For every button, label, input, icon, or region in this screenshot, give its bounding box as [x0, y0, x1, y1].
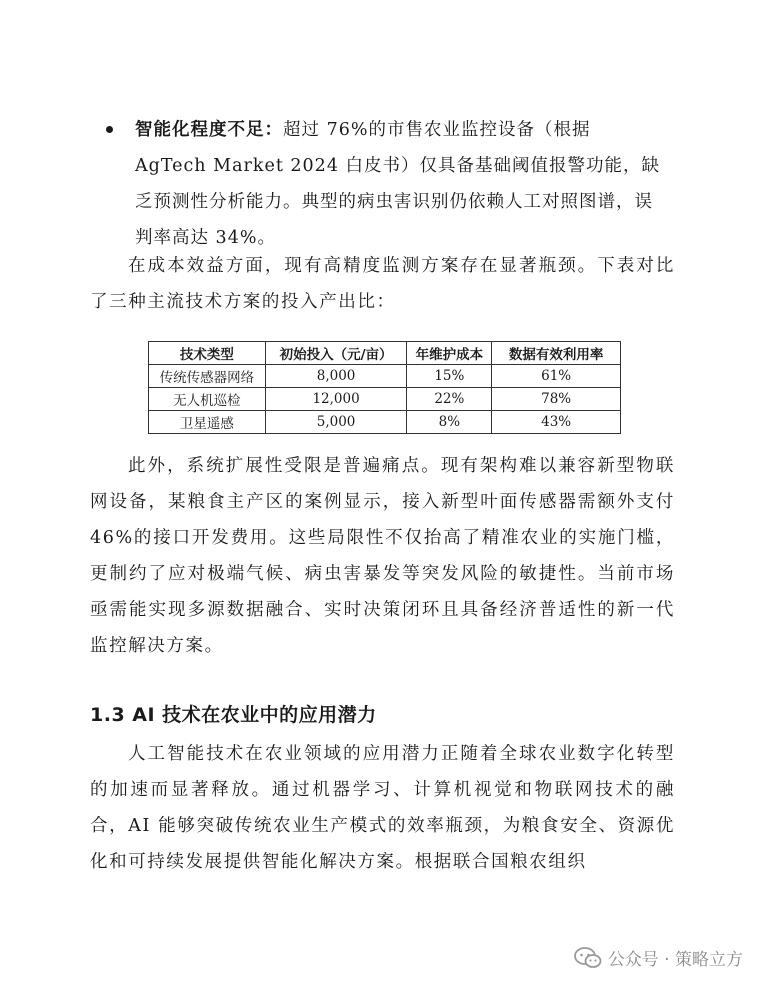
paragraph-cost-benefit: 在成本效益方面，现有高精度监测方案存在显著瓶颈。下表对比了三种主流技术方案的投入产出比： — [90, 256, 675, 312]
comparison-table — [148, 341, 621, 434]
table-row — [149, 388, 621, 411]
table-cell: 传统传感器网络 — [149, 365, 266, 388]
bullet-body: 超过 76%的市售农业监控设备（根据 AgTech Market 2024 白皮书）仅具备基础阈值报警功能，缺乏预测性分析能力。典型的病虫害识别仍依赖人工对照图谱，误判率高达 34%。 — [135, 120, 661, 248]
wechat-icon — [574, 947, 602, 969]
bullet-lead: 智能化程度不足： — [135, 120, 283, 140]
table-cell: 43% — [492, 411, 621, 434]
table-cell: 12,000 — [265, 388, 407, 411]
paragraph-scalability: 此外，系统扩展性受限是普遍痛点。现有架构难以兼容新型物联网设备，某粮食主产区的案例显示，接入新型叶面传感器需额外支付 46%的接口开发费用。这些局限性不仅抬高了精准农业的实施门槛，更制约了应对极端气候、病虫害暴发等突发风险的敏捷性。当前市场亟需能实现多源数据融合、实时决策闭环且具备经济普适性的新一代监控解决方案。 — [90, 456, 675, 656]
table-cell: 无人机巡检 — [149, 388, 266, 411]
table-header-cell: 技术类型 — [149, 342, 266, 365]
table-cell: 卫星遥感 — [149, 411, 266, 434]
paragraph-ai-potential: 人工智能技术在农业领域的应用潜力正随着全球农业数字化转型的加速而显著释放。通过机器学习、计算机视觉和物联网技术的融合，AI 能够突破传统农业生产模式的效率瓶颈，为粮食安全、资源优化和可持续发展提供智能化解决方案。根据联合国粮农组织 — [90, 744, 675, 872]
watermark — [574, 945, 743, 970]
table-header-cell: 初始投入（元/亩） — [265, 342, 407, 365]
bullet-dot-icon — [106, 126, 113, 133]
table-cell: 8,000 — [265, 365, 407, 388]
table-cell: 78% — [492, 388, 621, 411]
bullet-text — [135, 112, 666, 256]
table-header-cell: 数据有效利用率 — [492, 342, 621, 365]
table-cell: 22% — [407, 388, 492, 411]
section-heading: 1.3 AI 技术在农业中的应用潜力 — [90, 704, 377, 726]
table-row — [149, 411, 621, 434]
bullet-item — [106, 112, 666, 256]
table-cell: 8% — [407, 411, 492, 434]
table-header-cell: 年维护成本 — [407, 342, 492, 365]
table-cell: 5,000 — [265, 411, 407, 434]
watermark-text: 公众号 · 策略立方 — [607, 950, 743, 970]
table-row — [149, 365, 621, 388]
table-cell: 15% — [407, 365, 492, 388]
table-header-row — [149, 342, 621, 365]
table-cell: 61% — [492, 365, 621, 388]
